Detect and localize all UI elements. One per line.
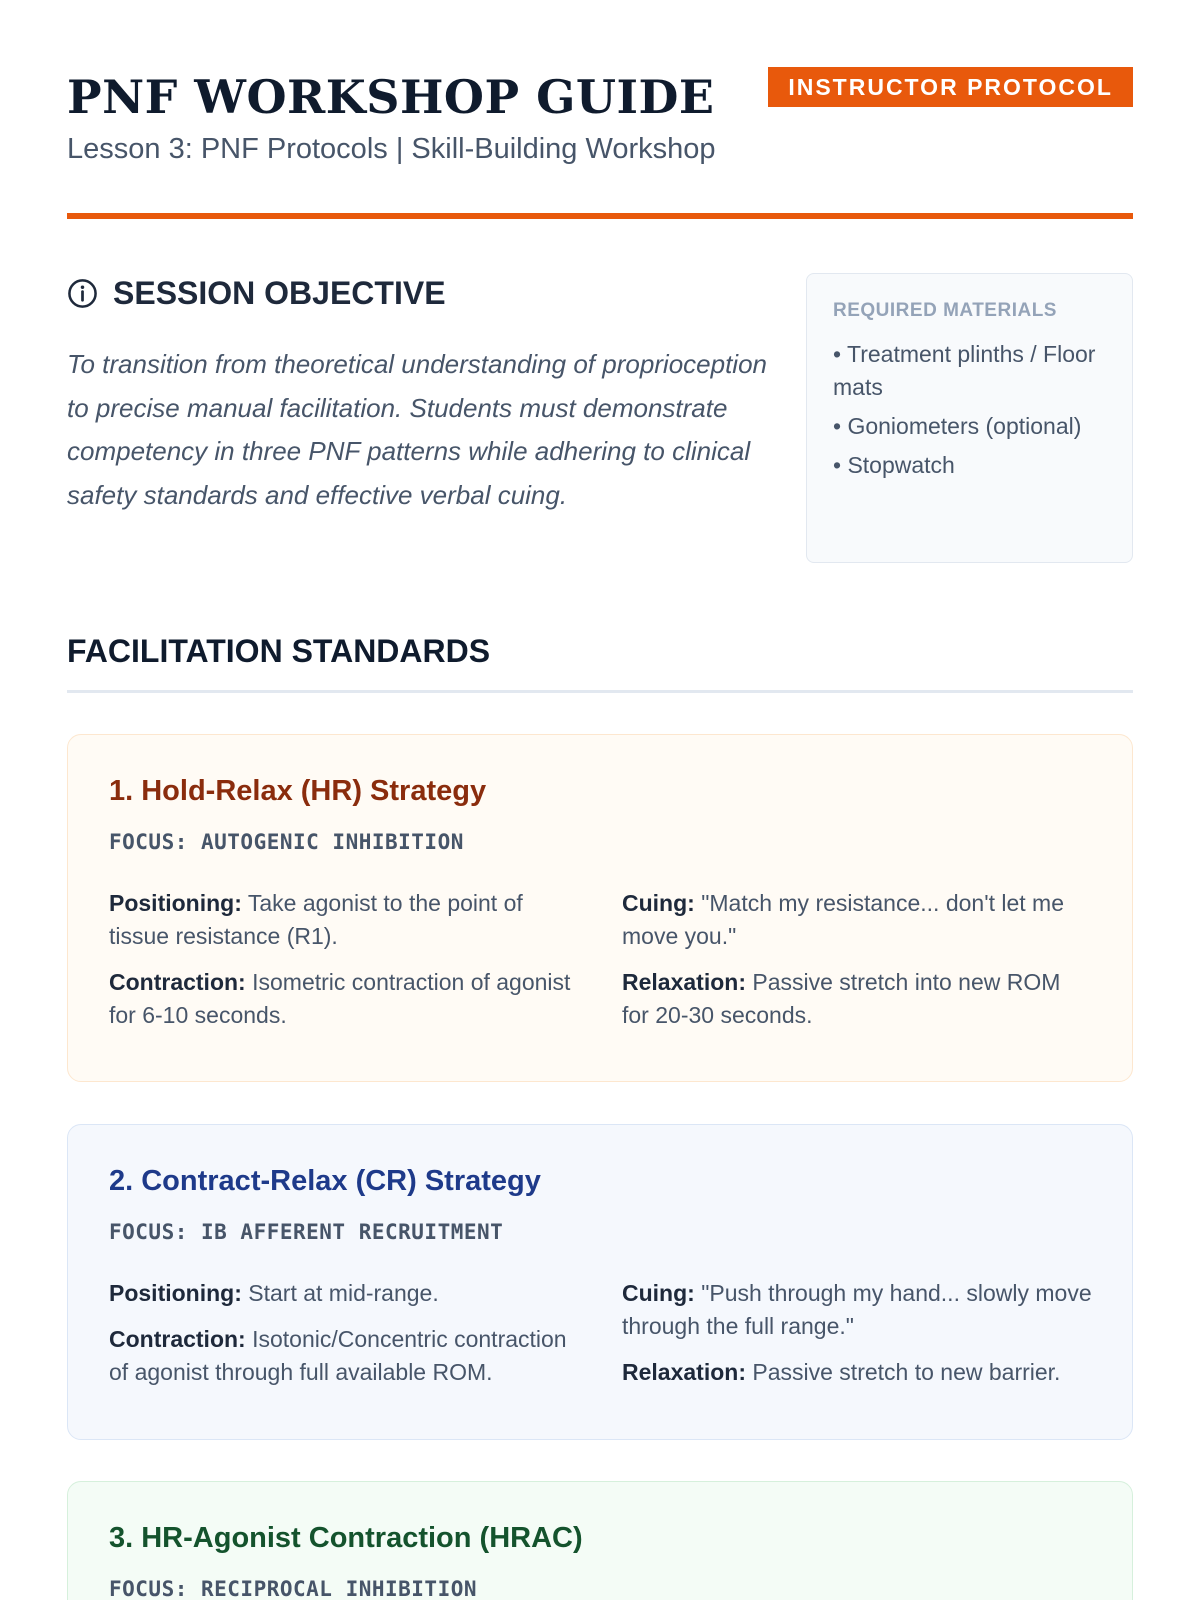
session-objective-title: SESSION OBJECTIVE xyxy=(113,274,446,311)
detail-label: Cuing: xyxy=(622,1280,695,1306)
session-objective-section xyxy=(67,273,767,517)
strategy-details xyxy=(109,887,1092,1045)
strategy-title: 3. HR-Agonist Contraction (HRAC) xyxy=(109,1522,583,1554)
detail-label: Contraction: xyxy=(109,1326,246,1352)
facilitation-standards-title: FACILITATION STANDARDS xyxy=(67,633,491,669)
detail-label: Relaxation: xyxy=(622,969,746,995)
detail-text: Passive stretch to new barrier. xyxy=(752,1359,1061,1385)
detail-label: Positioning: xyxy=(109,1280,242,1306)
detail-text: Start at mid-range. xyxy=(248,1280,439,1306)
positioning-detail xyxy=(109,1277,579,1310)
strategy-focus: FOCUS: RECIPROCAL INHIBITION xyxy=(109,1577,478,1600)
relaxation-detail xyxy=(622,966,1092,1032)
workshop-guide-page xyxy=(67,0,1133,1600)
detail-text: Isotonic/Concentric contraction of agonist through full available ROM. xyxy=(109,1326,567,1385)
contract-relax-strategy-card xyxy=(67,1124,1133,1440)
instructor-protocol-badge: INSTRUCTOR PROTOCOL xyxy=(768,67,1133,107)
materials-list xyxy=(833,338,1108,482)
detail-text: "Push through my hand... slowly move through the full range." xyxy=(622,1280,1092,1339)
contraction-detail xyxy=(109,966,579,1032)
detail-label: Relaxation: xyxy=(622,1359,746,1385)
list-item: • Stopwatch xyxy=(833,452,955,478)
relaxation-detail xyxy=(622,1356,1092,1389)
strategy-focus: FOCUS: IB AFFERENT RECRUITMENT xyxy=(109,1220,504,1244)
standards-divider xyxy=(67,690,1133,693)
required-materials-title: REQUIRED MATERIALS xyxy=(833,300,1057,321)
info-icon xyxy=(67,278,98,309)
details-right-column xyxy=(622,1277,1092,1402)
contraction-detail xyxy=(109,1323,579,1389)
detail-text: "Match my resistance... don't let me move you." xyxy=(622,890,1065,949)
detail-text: Passive stretch into new ROM for 20-30 seconds. xyxy=(622,969,1061,1028)
list-item: • Goniometers (optional) xyxy=(833,413,1082,439)
details-left-column xyxy=(109,1277,579,1402)
hold-relax-strategy-card xyxy=(67,734,1133,1082)
header-divider xyxy=(67,213,1133,219)
page-title: PNF WORKSHOP GUIDE xyxy=(67,70,715,124)
details-right-column xyxy=(622,887,1092,1045)
cuing-detail xyxy=(622,887,1092,953)
cuing-detail xyxy=(622,1277,1092,1343)
page-subtitle: Lesson 3: PNF Protocols | Skill-Building Workshop xyxy=(67,133,716,165)
positioning-detail xyxy=(109,887,579,953)
list-item: • Treatment plinths / Floor mats xyxy=(833,341,1096,400)
hr-agonist-contraction-strategy-card xyxy=(67,1481,1133,1600)
page-header xyxy=(67,0,1133,222)
detail-text: Isometric contraction of agonist for 6-10 seconds. xyxy=(109,969,571,1028)
session-objective-heading xyxy=(67,273,767,313)
required-materials-card xyxy=(806,273,1133,563)
strategy-details xyxy=(109,1277,1092,1402)
detail-label: Cuing: xyxy=(622,890,695,916)
detail-label: Positioning: xyxy=(109,890,242,916)
session-objective-text: To transition from theoretical understanding of proprioception to precise manual facilitation. Students must demonstrate competency in three PNF patterns while adhering to clinical safety standards and effective verbal cuing. xyxy=(67,349,768,510)
detail-text: Take agonist to the point of tissue resistance (R1). xyxy=(109,890,523,949)
strategy-title: 2. Contract-Relax (CR) Strategy xyxy=(109,1165,541,1197)
strategy-focus: FOCUS: AUTOGENIC INHIBITION xyxy=(109,830,464,854)
detail-label: Contraction: xyxy=(109,969,246,995)
strategy-title: 1. Hold-Relax (HR) Strategy xyxy=(109,775,487,807)
details-left-column xyxy=(109,887,579,1045)
